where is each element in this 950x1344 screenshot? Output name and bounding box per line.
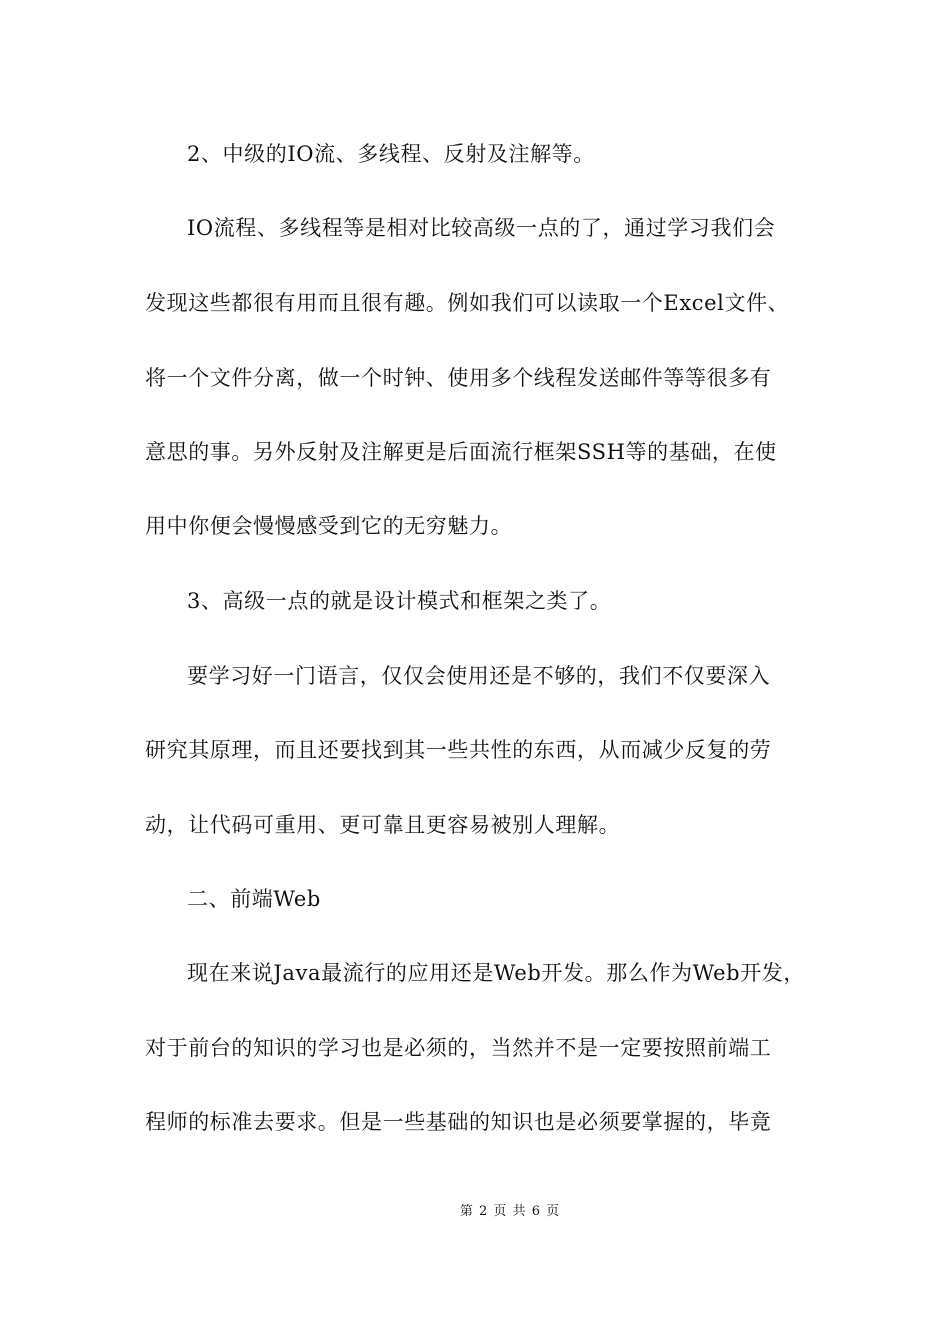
paragraph-line: 动，让代码可重用、更可靠且更容易被别人理解。 xyxy=(145,813,621,837)
paragraph-line: 程师的标准去要求。但是一些基础的知识也是必须要掌握的，毕竟 xyxy=(145,1110,772,1134)
paragraph-line: 意思的事。另外反射及注解更是后面流行框架SSH等的基础，在使 xyxy=(145,440,777,464)
paragraph-line: 对于前台的知识的学习也是必须的，当然并不是一定要按照前端工 xyxy=(145,1036,772,1060)
paragraph-line: 用中你便会慢慢感受到它的无穷魅力。 xyxy=(145,514,513,538)
paragraph-line: IO流程、多线程等是相对比较高级一点的了，通过学习我们会 xyxy=(187,216,776,240)
paragraph-line: 要学习好一门语言，仅仅会使用还是不够的，我们不仅要深入 xyxy=(187,664,771,688)
list-item-heading-2: 2、中级的IO流、多线程、反射及注解等。 xyxy=(187,142,595,166)
page-footer: 第 2 页 共 6 页 xyxy=(459,1204,561,1219)
paragraph-line: 现在来说Java最流行的应用还是Web开发。那么作为Web开发， xyxy=(187,961,806,985)
paragraph-line: 研究其原理，而且还要找到其一些共性的东西，从而减少反复的劳 xyxy=(145,738,772,762)
paragraph-line: 将一个文件分离，做一个时钟、使用多个线程发送邮件等等很多有 xyxy=(145,366,772,390)
paragraph-line: 发现这些都很有用而且很有趣。例如我们可以读取一个Excel文件、 xyxy=(145,291,790,315)
list-item-heading-3: 3、高级一点的就是设计模式和框架之类了。 xyxy=(187,589,612,613)
section-heading: 二、前端Web xyxy=(187,887,321,911)
